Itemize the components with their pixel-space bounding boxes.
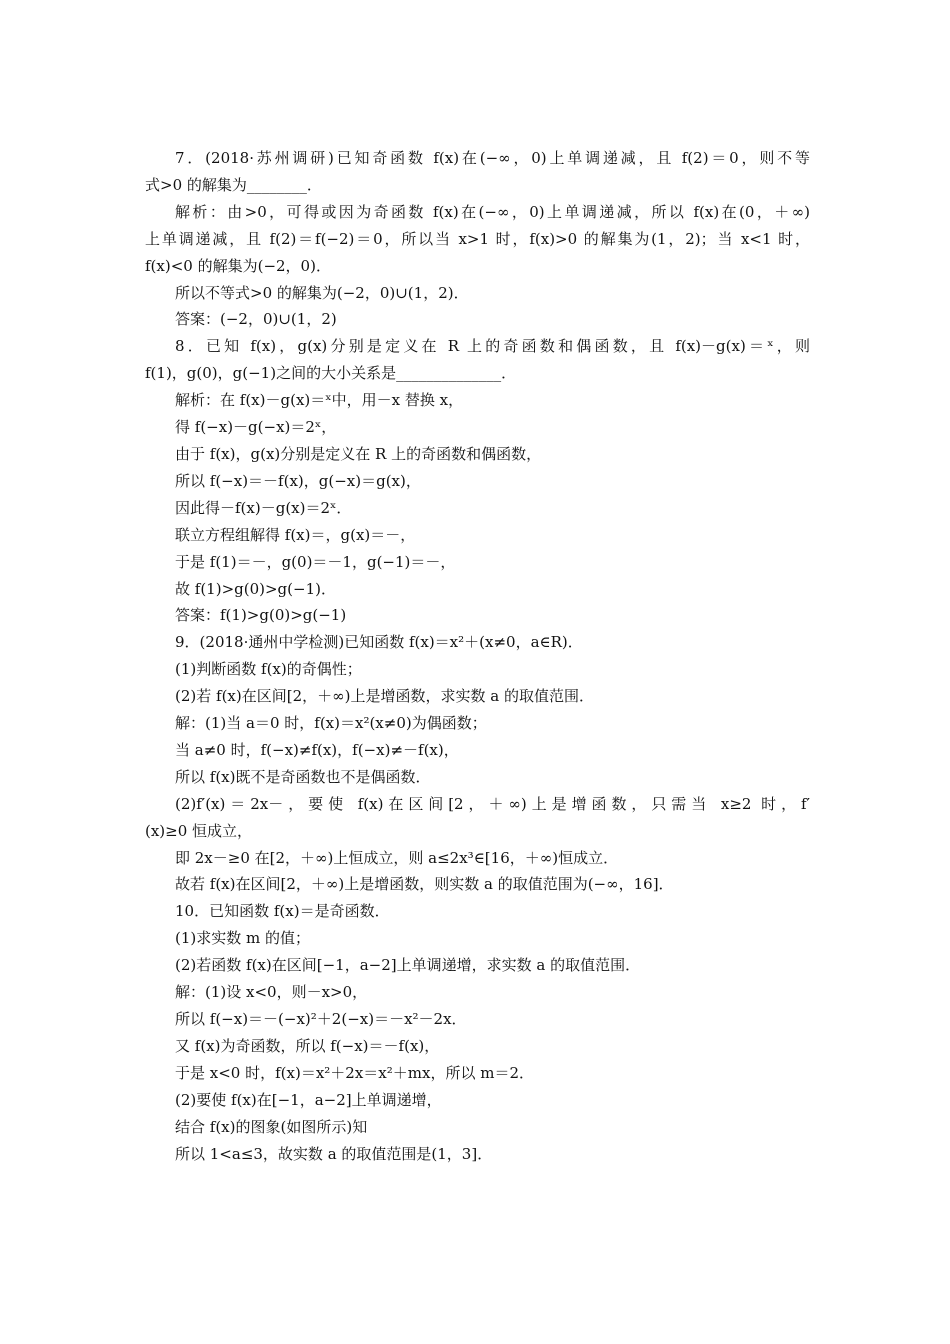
text-line: (1)求实数 m 的值； xyxy=(175,929,311,948)
text-line: 于是 x<0 时，f(x)＝x²＋2x＝x²＋mx，所以 m＝2． xyxy=(175,1063,534,1082)
text-line: 所以不等式>0 的解集为(−2，0)∪(1，2)． xyxy=(175,283,469,302)
text-line: 结合 f(x)的图象(如图所示)知 xyxy=(175,1117,368,1136)
text-line: (2)f′(x)＝2x－，要使 f(x)在区间[2，＋∞)上是增函数，只需当 x≥2 时，f′ xyxy=(175,794,810,813)
text-line: 得 f(−x)－g(−x)＝2ˣ， xyxy=(175,418,337,437)
text-line: 解析：在 f(x)－g(x)＝ˣ中，用－x 替换 x， xyxy=(175,391,464,410)
text-line: 解：(1)当 a＝0 时，f(x)＝x²(x≠0)为偶函数； xyxy=(175,714,487,733)
document-body xyxy=(145,145,810,1167)
text-line: 8．已知 f(x)，g(x)分别是定义在 R 上的奇函数和偶函数，且 f(x)－g(x)＝ˣ，则 xyxy=(175,337,810,356)
text-line: (2)若 f(x)在区间[2，＋∞)上是增函数，求实数 a 的取值范围． xyxy=(175,687,594,706)
text-line: (x)≥0 恒成立， xyxy=(145,821,253,840)
text-line: 故若 f(x)在区间[2，＋∞)上是增函数，则实数 a 的取值范围为(−∞，16]． xyxy=(175,875,674,894)
text-line: 又 f(x)为奇函数，所以 f(−x)＝－f(x)， xyxy=(175,1036,440,1055)
text-line: 故 f(1)>g(0)>g(−1)． xyxy=(175,579,336,598)
text-line: 联立方程组解得 f(x)＝，g(x)＝－， xyxy=(175,525,416,544)
text-line: 答案：f(1)>g(0)>g(−1) xyxy=(175,606,347,625)
text-line: 由于 f(x)，g(x)分别是定义在 R 上的奇函数和偶函数， xyxy=(175,444,542,463)
text-line: 解：(1)设 x<0，则－x>0， xyxy=(175,983,368,1002)
text-line: 所以 f(−x)＝－f(x)，g(−x)＝g(x)， xyxy=(175,471,421,490)
text-line: (2)要使 f(x)在[−1，a−2]上单调递增， xyxy=(175,1090,442,1109)
text-line: 7．(2018·苏州调研)已知奇函数 f(x)在(−∞，0)上单调递减，且 f(2)＝0，则不等 xyxy=(175,149,810,167)
text-line: 答案：(−2，0)∪(1，2) xyxy=(175,310,337,329)
text-line: f(x)<0 的解集为(−2，0)． xyxy=(145,256,331,275)
text-line: 所以 f(x)既不是奇函数也不是偶函数． xyxy=(175,767,431,786)
text-line: 即 2x－≥0 在[2，＋∞)上恒成立，则 a≤2x³∈[16，＋∞)恒成立． xyxy=(175,848,619,867)
text-line: 解析：由>0，可得或因为奇函数 f(x)在(−∞，0)上单调递减，所以 f(x)在(0，＋∞) xyxy=(175,202,810,221)
text-line: 9．(2018·通州中学检测)已知函数 f(x)＝x²＋(x≠0，a∈R)． xyxy=(175,633,583,652)
text-line: 于是 f(1)＝－，g(0)＝－1，g(−1)＝－， xyxy=(175,552,456,571)
text-line: 当 a≠0 时，f(−x)≠f(x)，f(−x)≠－f(x)， xyxy=(175,740,459,759)
text-line: 式>0 的解集为________． xyxy=(145,175,322,194)
text-line: 所以 f(−x)＝－(−x)²＋2(−x)＝－x²－2x． xyxy=(175,1010,467,1028)
text-line: 上单调递减，且 f(2)＝f(−2)＝0，所以当 x>1 时，f(x)>0 的解集为(1，2)；当 x<1 时， xyxy=(145,229,810,248)
text-line: 所以 1<a≤3，故实数 a 的取值范围是(1，3]． xyxy=(175,1144,493,1163)
text-line: 因此得－f(x)－g(x)＝2ˣ． xyxy=(175,498,352,517)
text-line: 10．已知函数 f(x)＝是奇函数． xyxy=(175,902,390,921)
text-line: (2)若函数 f(x)在区间[−1，a−2]上单调递增，求实数 a 的取值范围． xyxy=(175,956,641,975)
text-line: f(1)，g(0)，g(−1)之间的大小关系是______________． xyxy=(145,364,517,383)
text-line: (1)判断函数 f(x)的奇偶性； xyxy=(175,660,362,679)
